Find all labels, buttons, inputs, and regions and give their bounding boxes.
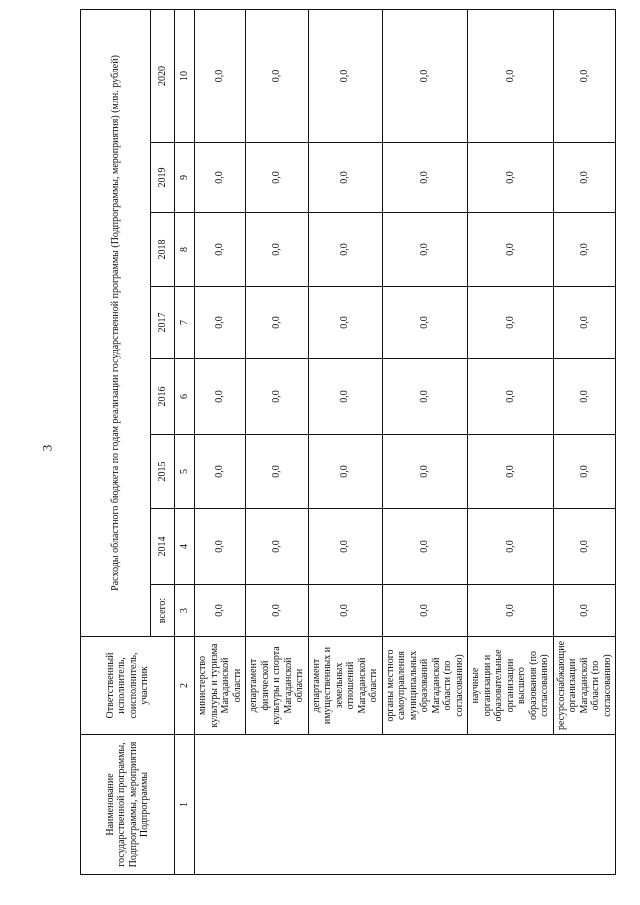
total-cell: 0,0 <box>382 585 468 637</box>
value-cell: 0,0 <box>468 143 554 213</box>
header-year: 2017 <box>151 287 175 359</box>
header-year: 2020 <box>151 9 175 142</box>
total-cell: 0,0 <box>308 585 382 637</box>
value-cell: 0,0 <box>468 287 554 359</box>
column-index: 7 <box>175 287 195 359</box>
table-row <box>195 9 246 874</box>
header-year: 2014 <box>151 509 175 585</box>
value-cell: 0,0 <box>382 287 468 359</box>
column-index: 8 <box>175 213 195 287</box>
page-number: 3 <box>39 444 55 452</box>
value-cell: 0,0 <box>382 213 468 287</box>
column-index: 4 <box>175 509 195 585</box>
total-cell: 0,0 <box>195 585 246 637</box>
value-cell: 0,0 <box>195 213 246 287</box>
value-cell: 0,0 <box>195 143 246 213</box>
executor-cell: научные организации и образовательные организации высшего образования (по согласованию) <box>468 637 554 735</box>
header-year: 2019 <box>151 143 175 213</box>
value-cell: 0,0 <box>246 9 309 142</box>
value-cell: 0,0 <box>382 9 468 142</box>
header-total: всего: <box>151 585 175 637</box>
value-cell: 0,0 <box>308 287 382 359</box>
header-year: 2018 <box>151 213 175 287</box>
value-cell: 0,0 <box>468 435 554 509</box>
column-index: 9 <box>175 143 195 213</box>
column-index: 3 <box>175 585 195 637</box>
value-cell: 0,0 <box>308 9 382 142</box>
column-index: 10 <box>175 9 195 142</box>
value-cell: 0,0 <box>553 359 616 435</box>
value-cell: 0,0 <box>382 143 468 213</box>
value-cell: 0,0 <box>195 509 246 585</box>
value-cell: 0,0 <box>308 213 382 287</box>
value-cell: 0,0 <box>553 287 616 359</box>
value-cell: 0,0 <box>308 359 382 435</box>
value-cell: 0,0 <box>195 287 246 359</box>
value-cell: 0,0 <box>246 143 309 213</box>
header-executor: Ответственный исполнитель, соисполнитель, участник <box>81 637 175 735</box>
executor-cell: департамент имущественных и земельных отношений Магаданской области <box>308 637 382 735</box>
value-cell: 0,0 <box>308 509 382 585</box>
column-index: 6 <box>175 359 195 435</box>
value-cell: 0,0 <box>308 143 382 213</box>
column-index: 2 <box>175 637 195 735</box>
value-cell: 0,0 <box>195 435 246 509</box>
value-cell: 0,0 <box>382 509 468 585</box>
value-cell: 0,0 <box>553 509 616 585</box>
rotated-page <box>80 10 613 875</box>
header-budget-group: Расходы областного бюджета по годам реализации государственной программы (Подпрограммы, мероприятия) (млн. рублей) <box>81 9 151 636</box>
value-cell: 0,0 <box>468 359 554 435</box>
total-cell: 0,0 <box>553 585 616 637</box>
value-cell: 0,0 <box>382 435 468 509</box>
header-program-name: Наименование государственной программы, Подпрограммы, мероприятия Подпрограммы <box>81 735 175 875</box>
column-index: 5 <box>175 435 195 509</box>
value-cell: 0,0 <box>553 435 616 509</box>
total-cell: 0,0 <box>468 585 554 637</box>
column-index: 1 <box>175 735 195 875</box>
value-cell: 0,0 <box>468 9 554 142</box>
value-cell: 0,0 <box>246 213 309 287</box>
executor-cell: министерство культуры и туризма Магаданской области <box>195 637 246 735</box>
total-cell: 0,0 <box>246 585 309 637</box>
value-cell: 0,0 <box>468 509 554 585</box>
value-cell: 0,0 <box>195 359 246 435</box>
value-cell: 0,0 <box>308 435 382 509</box>
value-cell: 0,0 <box>246 435 309 509</box>
executor-cell: органы местного самоуправления муниципальных образований Магаданской области (по согласованию) <box>382 637 468 735</box>
header-year: 2015 <box>151 435 175 509</box>
value-cell: 0,0 <box>553 9 616 142</box>
value-cell: 0,0 <box>553 143 616 213</box>
program-name-cell <box>195 735 616 875</box>
header-year: 2016 <box>151 359 175 435</box>
value-cell: 0,0 <box>382 359 468 435</box>
value-cell: 0,0 <box>553 213 616 287</box>
value-cell: 0,0 <box>246 359 309 435</box>
value-cell: 0,0 <box>468 213 554 287</box>
executor-cell: департамент физической культуры и спорта Магаданской области <box>246 637 309 735</box>
budget-table <box>80 9 616 875</box>
value-cell: 0,0 <box>246 287 309 359</box>
value-cell: 0,0 <box>195 9 246 142</box>
value-cell: 0,0 <box>246 509 309 585</box>
executor-cell: ресурсоснабжающие организации Магаданской области (по согласованию) <box>553 637 616 735</box>
